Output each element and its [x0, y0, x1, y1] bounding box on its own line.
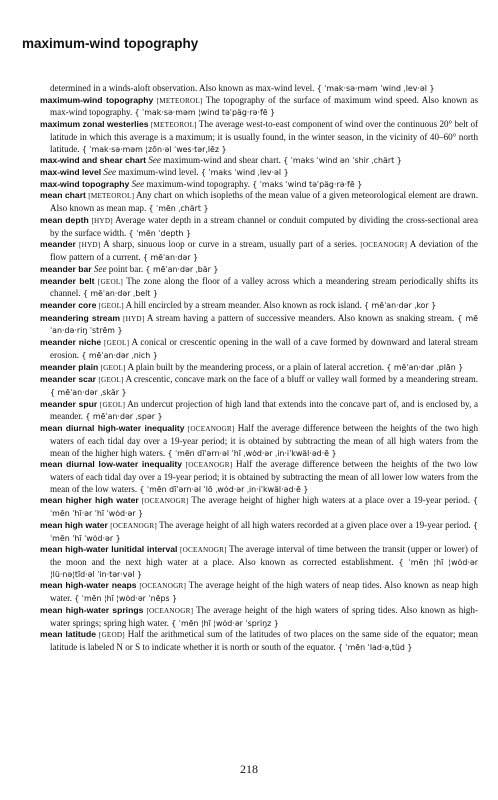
field-label: [OCEANOGR] — [110, 521, 157, 530]
entry-headword: max-wind topography — [40, 178, 130, 189]
entry-headword: meander spur — [40, 398, 98, 409]
field-label: [OCEANOGR] — [187, 425, 235, 434]
dictionary-entry — [40, 495, 478, 519]
entry-pronunciation: { ˈmēn dīˈərn·əl ˈhī ˌwȯd·ər ˌin·iˈkwäl·əd·ē } — [167, 448, 337, 458]
entry-definition: The average height of the high waters of spring tides. Also known as high-water springs; spring high water. — [50, 604, 478, 628]
field-label: [METEOROL] — [150, 121, 197, 130]
entry-headword: mean high water — [40, 519, 108, 530]
entry-pronunciation: { ˈmēn dīˈərn·əl ˈlō ˌwȯd·ər ˌin·iˈkwäl·əd·ē } — [139, 484, 309, 494]
field-label: [OCEANOGR] — [180, 546, 227, 555]
dictionary-entry — [40, 399, 478, 423]
entry-pronunciation: { mēˈan·də·riŋ ˈstrēm } — [50, 313, 478, 336]
entry-definition: An undercut projection of high land that extends into the concave part of, and is enclosed by, a meander. — [50, 398, 478, 422]
entry-pronunciation: { mēˈan·dər ˌbär } — [145, 264, 219, 274]
field-label: [METEOROL] — [88, 192, 135, 201]
entry-definition: A plain built by the meandering process, or a plain of lateral accretion. — [127, 361, 385, 372]
dictionary-entry — [40, 276, 478, 300]
dictionary-entry — [40, 190, 478, 214]
field-label: [GEOL] — [98, 376, 124, 385]
entry-headword: max-wind and shear chart — [40, 155, 147, 166]
glossary-entries — [40, 83, 478, 654]
entry-pronunciation: { mēˈan·dər ˌplān } — [386, 362, 464, 372]
entry-headword: meander core — [40, 299, 97, 310]
field-label: [OCEANOGR] — [139, 582, 187, 591]
dictionary-entry — [40, 300, 478, 313]
dictionary-entry — [40, 520, 478, 544]
dictionary-entry — [40, 119, 478, 155]
entry-pronunciation: { ˈmak·sə·məm ¦wind təˈpäg·rə·fē } — [134, 108, 276, 118]
entry-definition: The average height of higher high waters at a place over a 19-year period. — [191, 495, 470, 506]
entry-pronunciation: { ˈmaks ˈwind ˌlev·əl } — [200, 168, 289, 178]
entry-pronunciation: { ˈmēn ˈhī ˈwȯd·ər } — [50, 520, 479, 543]
entry-headword: mean diurnal low-water inequality — [40, 459, 183, 470]
dictionary-entry — [40, 239, 478, 263]
see-reference: See — [148, 155, 161, 166]
entry-definition: Half the average difference between the heights of the two high waters of each tidal day over a 19-year period; it is obtained by subtracting the mean of all high waters from the mean of the higher high waters. — [50, 423, 479, 458]
entry-pronunciation: { ˈmēn ˈhī·ər ˈhī ˈwȯd·ər } — [50, 496, 479, 519]
entry-definition: The average west-to-east component of wind over the continuous 20° belt of latitude in which this average is a maximum; it is usually found, in the winter season, in the vicinity of 40–60° north latitude. — [50, 119, 479, 154]
see-reference: See — [93, 263, 107, 274]
entry-pronunciation: { ˈmēn ˈlad·ə‚tüd } — [337, 643, 413, 653]
field-label: [OCEANOGR] — [360, 241, 408, 250]
entry-definition: A stream having a pattern of successive meanders. Also known as snaking stream. — [146, 312, 455, 323]
dictionary-entry — [40, 544, 478, 580]
field-label: [GEOL] — [97, 277, 124, 286]
entry-definition: The zone along the floor of a valley across which a meandering stream periodically shifts its channel. — [50, 275, 478, 299]
field-label: [GEOL] — [100, 363, 126, 372]
entry-pronunciation: { mēˈan·dər ˌnich } — [81, 350, 158, 360]
entry-definition: A crescentic, concave mark on the face of a bluff or valley wall formed by a meandering stream. — [125, 374, 478, 385]
field-label: [GEOL] — [99, 400, 126, 409]
entry-definition: A deviation of the flow pattern of a current. — [50, 239, 478, 263]
dictionary-entry — [40, 374, 478, 398]
dictionary-entry — [40, 605, 478, 629]
entry-headword: mean high-water lunitidal interval — [40, 544, 178, 555]
entry-definition: A sharp, sinuous loop or curve in a stream, usually part of a series. — [103, 239, 358, 250]
entry-pronunciation: { ˈmaks ˈwind ən ˈshir ˌchärt } — [283, 156, 402, 166]
see-reference: See — [131, 178, 145, 189]
entry-definition: maximum-wind level. — [118, 167, 199, 178]
entry-definition: A hill encircled by a stream meander. Also known as rock island. — [125, 299, 362, 310]
entry-headword: max-wind level — [40, 167, 102, 178]
dictionary-entry — [40, 167, 478, 179]
entry-headword: meander plain — [40, 361, 99, 372]
entry-pronunciation: { ˈmēn ˌchärt } — [148, 204, 209, 214]
entry-headword: maximum-wind topography — [40, 94, 154, 105]
entry-pronunciation: { mēˈan·dər ˌbelt } — [82, 289, 158, 299]
entry-headword: maximum zonal westerlies — [40, 119, 149, 130]
entry-headword: mean chart — [40, 190, 86, 201]
dictionary-entry — [40, 215, 478, 239]
entry-pronunciation: { ˈmaks ˈwind təˈpäg·rə·fē } — [252, 179, 363, 189]
entry-pronunciation: { ˈmēn ¦hī ¦wȯd·ər ¦lü·nə¦tīd·əl ˈin·tər·vəl } — [50, 558, 478, 579]
field-label: [GEOL] — [98, 301, 124, 310]
dictionary-entry — [40, 629, 478, 653]
entry-definition: The average height of the high waters of neap tides. Also known as neap high water. — [50, 580, 478, 604]
field-label: [HYD] — [79, 241, 101, 250]
entry-pronunciation: { mēˈan·dər } — [142, 253, 199, 263]
entry-definition: A conical or crescentic opening in the wall of a cave formed by downward and lateral stream erosion. — [50, 337, 478, 360]
dictionary-entry — [40, 264, 478, 276]
entry-headword: meandering stream — [40, 312, 121, 323]
entry-headword: mean higher high water — [40, 495, 139, 506]
entry-definition: Average water depth in a stream channel or conduit computed by dividing the cross-sectional area by the surface width. — [50, 214, 478, 238]
entry-headword: meander — [40, 239, 76, 250]
entry-pronunciation: { mēˈan·dər ˌkor } — [364, 300, 437, 310]
entry-pronunciation: { mēˈan·dər ˌskär } — [50, 387, 127, 397]
entry-definition: maximum-wind and shear chart. — [163, 155, 281, 166]
dictionary-entry — [40, 337, 478, 361]
entry-headword: meander scar — [40, 374, 97, 385]
dictionary-entry — [40, 580, 478, 604]
entry-headword: mean diurnal high-water inequality — [40, 423, 185, 434]
field-label: [HYD] — [123, 314, 145, 323]
field-label: [HYD] — [91, 216, 113, 225]
running-head: maximum-wind topography — [22, 36, 199, 51]
entry-pronunciation: { ˈmēn ˈdepth } — [128, 228, 191, 238]
entry-headword: mean latitude — [40, 629, 97, 640]
dictionary-entry — [40, 459, 478, 495]
entry-pronunciation: { ˈmēn ¦hī ¦wȯd·ər ˈnēps } — [74, 594, 178, 604]
entry-definition: point bar. — [108, 263, 144, 274]
entry-pronunciation: { ˈmak·sə·məm ¦zōn·əl ˈwes·tər‚lēz } — [81, 144, 227, 154]
entry-headword: meander belt — [40, 275, 95, 286]
dictionary-entry — [40, 155, 478, 167]
entry-headword: mean depth — [40, 214, 89, 225]
dictionary-entry — [40, 423, 478, 459]
field-label: [GEOD] — [98, 631, 125, 640]
entry-definition: determined in a winds-aloft observation. Also known as max-wind level. — [50, 83, 315, 93]
dictionary-entry — [40, 313, 478, 337]
field-label: [OCEANOGR] — [141, 497, 189, 506]
entry-definition: Half the average difference between the heights of the two low waters of each tidal day over a 19-year period; it is obtained by subtracting the mean of all lower low waters from the mean of the low waters. — [50, 459, 478, 494]
entry-definition: The average interval of time between the transit (upper or lower) of the moon and the next high water at a place. Also known as corrected establishment. — [50, 544, 478, 568]
page-number: 218 — [240, 762, 258, 776]
entry-headword: mean high-water springs — [40, 604, 144, 615]
see-reference: See — [103, 167, 117, 178]
entry-definition: The topography of the surface of maximum wind speed. Also known as max-wind topography. — [50, 94, 479, 118]
entry-pronunciation: { mēˈan·dər ˌspər } — [85, 412, 163, 422]
entry-pronunciation: { ˈmēn ¦hī ¦wȯd·ər ˈspriŋz } — [171, 618, 279, 628]
field-label: [METEOROL] — [156, 96, 203, 105]
entry-pronunciation: { ˈmak·sə·məm ˈwind ˌlev·əl } — [316, 84, 435, 93]
field-label: [OCEANOGR] — [185, 461, 233, 470]
dictionary-entry — [40, 95, 478, 119]
entry-headword: meander bar — [40, 263, 92, 274]
entry-definition: maximum-wind topography. — [146, 178, 250, 189]
dictionary-entry — [40, 83, 478, 95]
dictionary-entry — [40, 362, 478, 375]
entry-headword: meander niche — [40, 337, 102, 348]
entry-definition: Any chart on which isopleths of the mean value of a given meteorological element are drawn. Also known as mean map. — [50, 190, 478, 214]
field-label: [OCEANOGR] — [146, 606, 194, 615]
field-label: [GEOL] — [104, 339, 130, 348]
entry-headword: mean high-water neaps — [40, 580, 137, 591]
entry-definition: Half the arithmetical sum of the latitudes of two places on the same side of the equator; mean latitude is labeled N or S to indicate whether it is north or south of the equator. — [50, 629, 478, 653]
dictionary-entry — [40, 179, 478, 191]
entry-definition: The average height of all high waters recorded at a given place over a 19-year period. — [159, 519, 471, 530]
